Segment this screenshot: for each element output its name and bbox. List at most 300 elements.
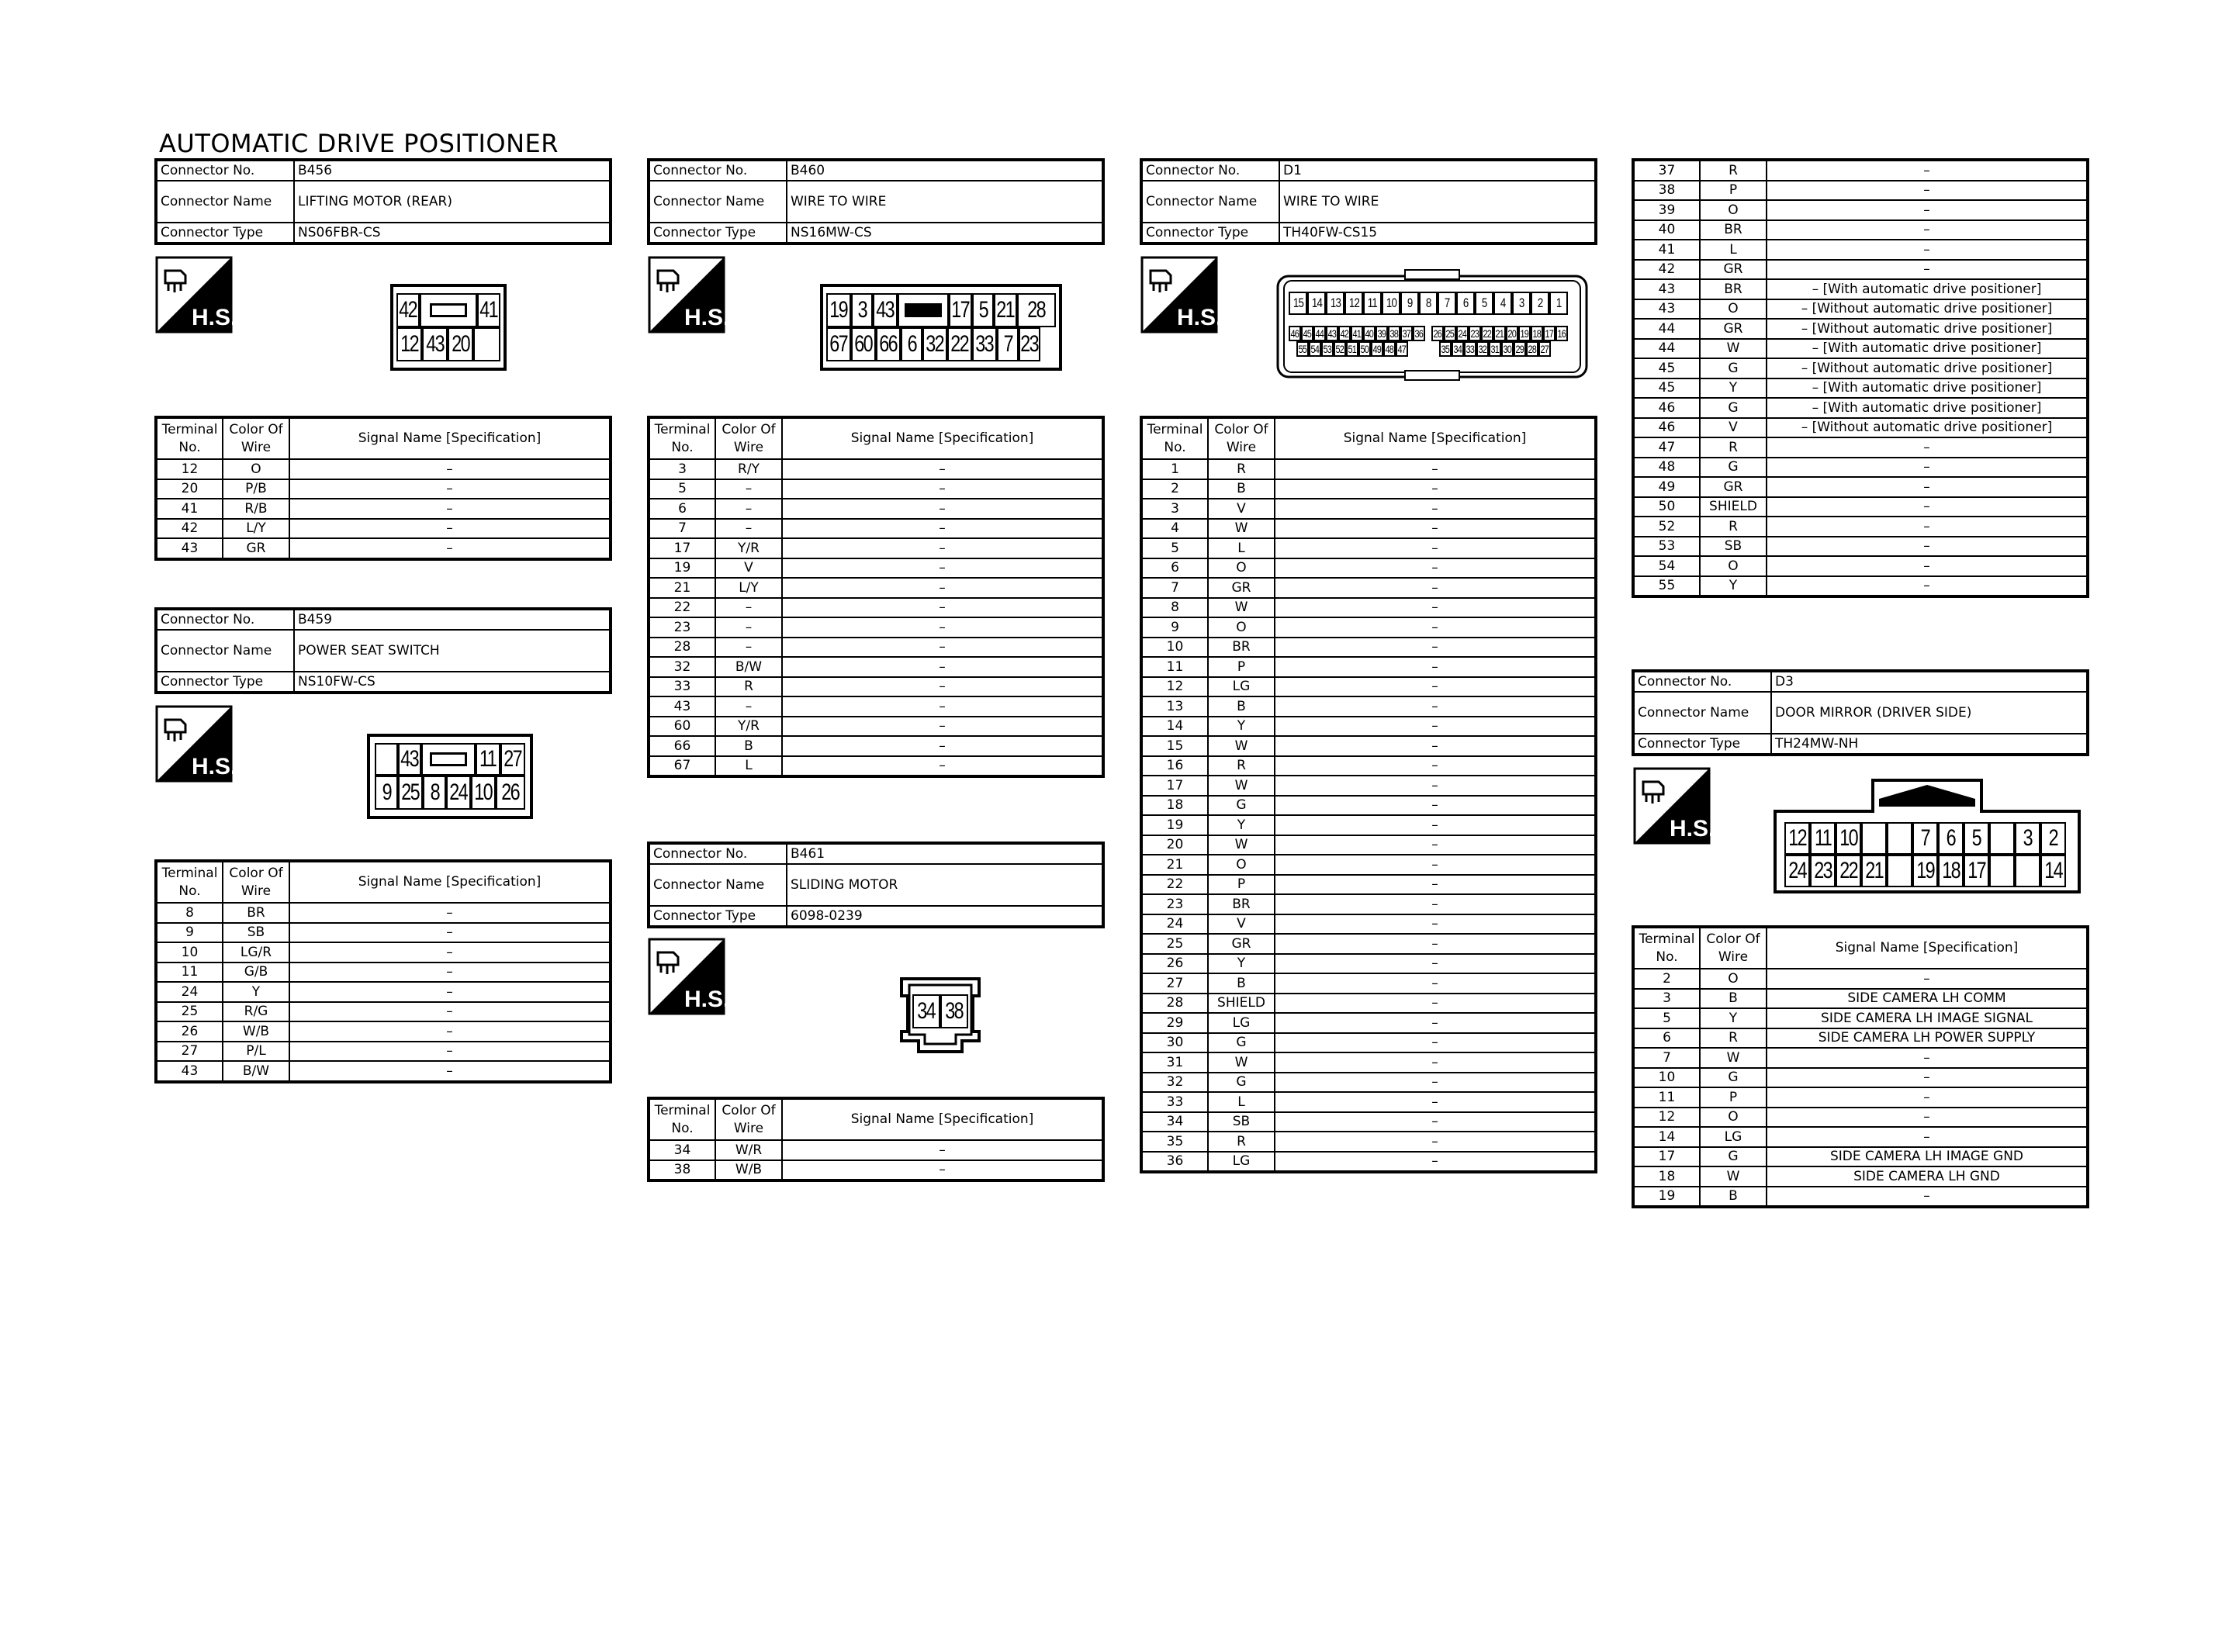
table-row (649, 558, 1103, 579)
table-row (1141, 479, 1596, 499)
signal-name-cell: – (782, 1160, 1103, 1181)
wire-color-cell: – (715, 479, 782, 499)
pin: 30 (1501, 341, 1514, 357)
connector-name-value: DOOR MIRROR (DRIVER SIDE) (1771, 692, 2088, 734)
signal-name-cell: – [Without automatic drive positioner] (1767, 358, 2088, 378)
pin: 9 (1400, 292, 1419, 315)
signal-name-cell: – (289, 459, 611, 479)
table-row (1633, 339, 2088, 359)
table-row (649, 479, 1103, 499)
signal-name-cell: – (1275, 894, 1596, 914)
pin: 27 (500, 743, 525, 776)
signal-name-cell: – (1275, 736, 1596, 756)
connector-face-b461 (894, 965, 987, 1055)
terminal-no-header: Terminal No. (156, 417, 223, 459)
connector-header-b456 (154, 158, 612, 245)
pin: 42 (396, 293, 420, 327)
terminal-no-cell: 21 (649, 578, 715, 598)
signal-name-cell: – (782, 638, 1103, 658)
wire-color-cell: Y (1700, 378, 1767, 399)
connector-name-label: Connector Name (156, 630, 294, 672)
wire-color-cell: LG (1208, 677, 1275, 697)
terminal-no-cell: 17 (1141, 776, 1208, 796)
connector-name-label: Connector Name (1141, 181, 1279, 223)
wire-color-cell: R/B (223, 499, 289, 519)
pin: 17 (949, 293, 972, 327)
wire-color-cell: P (1700, 181, 1767, 201)
pin: 48 (1383, 341, 1396, 357)
wire-color-cell: Y (1208, 815, 1275, 835)
wire-color-cell: W/B (223, 1021, 289, 1042)
terminal-no-cell: 8 (1141, 598, 1208, 618)
table-row (1633, 1187, 2088, 1208)
terminal-no-cell: 27 (156, 1042, 223, 1062)
pin: 4 (1493, 292, 1512, 315)
terminal-no-cell: 10 (1633, 1068, 1700, 1088)
pin: 10 (1382, 292, 1400, 315)
wire-color-cell: L (715, 756, 782, 777)
wire-color-cell: R/Y (715, 459, 782, 479)
terminal-no-header: Terminal No. (1633, 927, 1700, 969)
wire-color-cell: L (1208, 538, 1275, 558)
signal-name-cell: – (1275, 638, 1596, 658)
pin: 6 (1938, 822, 1964, 855)
table-row (156, 942, 611, 963)
table-row (1633, 437, 2088, 458)
terminal-no-cell: 29 (1141, 1013, 1208, 1033)
pin: 31 (1489, 341, 1501, 357)
terminal-no-cell: 26 (156, 1021, 223, 1042)
terminal-no-cell: 11 (156, 963, 223, 983)
terminal-no-cell: 47 (1633, 437, 1700, 458)
wire-color-cell: B (1700, 989, 1767, 1009)
pin: 20 (1506, 326, 1518, 341)
connector-name-value: LIFTING MOTOR (REAR) (294, 181, 611, 223)
terminal-no-cell: 43 (649, 696, 715, 717)
signal-name-cell: – [With automatic drive positioner] (1767, 339, 2088, 359)
connector-header-b460 (647, 158, 1105, 245)
pin: 42 (1338, 326, 1351, 341)
wire-color-cell: GR (1208, 934, 1275, 954)
pin (1989, 822, 2015, 855)
harness-side-icon (156, 706, 237, 782)
wire-color-cell: P/L (223, 1042, 289, 1062)
wire-color-cell: L (1700, 240, 1767, 260)
terminal-no-cell: 25 (156, 1002, 223, 1022)
terminal-no-cell: 19 (649, 558, 715, 579)
wire-color-cell: G (1208, 796, 1275, 816)
table-row (649, 617, 1103, 638)
terminal-no-cell: 52 (1633, 517, 1700, 537)
terminal-table-b460 (647, 416, 1105, 778)
signal-name-header: Signal Name [Specification] (1275, 417, 1596, 459)
connector-name-value: POWER SEAT SWITCH (294, 630, 611, 672)
table-row (156, 963, 611, 983)
signal-name-cell: – (289, 1021, 611, 1042)
signal-name-header: Signal Name [Specification] (782, 417, 1103, 459)
pin: 26 (496, 776, 525, 810)
connector-face-d3 (1775, 779, 2079, 893)
pin: 15 (1289, 292, 1307, 315)
table-row (1141, 558, 1596, 579)
wire-color-cell: – (715, 598, 782, 618)
pin: 18 (1531, 326, 1543, 341)
signal-name-cell: – (1767, 1048, 2088, 1068)
terminal-table-b461 (647, 1097, 1105, 1182)
signal-name-cell: – (289, 963, 611, 983)
wire-color-cell: V (1208, 914, 1275, 935)
connector-name-label: Connector Name (1633, 692, 1771, 734)
table-row (1633, 220, 2088, 240)
pin: 32 (922, 327, 947, 361)
wire-color-cell: O (1700, 299, 1767, 320)
terminal-no-cell: 26 (1141, 954, 1208, 974)
pin: 2 (1531, 292, 1549, 315)
wire-color-cell: – (715, 696, 782, 717)
table-row (1141, 696, 1596, 717)
harness-side-icon (156, 257, 237, 333)
table-row (156, 1002, 611, 1022)
table-row (1633, 517, 2088, 537)
terminal-no-cell: 11 (1141, 657, 1208, 677)
signal-name-cell: – (1275, 835, 1596, 855)
table-row (1141, 598, 1596, 618)
pin: 60 (851, 327, 876, 361)
pin: 23 (1810, 855, 1836, 887)
table-row (649, 459, 1103, 479)
pin: 49 (1371, 341, 1383, 357)
signal-name-cell: – (782, 617, 1103, 638)
wire-color-cell: V (715, 558, 782, 579)
signal-name-cell: – (1275, 717, 1596, 737)
table-row (1141, 1052, 1596, 1073)
pin: 26 (1431, 326, 1444, 341)
pin: 21 (1861, 855, 1887, 887)
wire-color-cell: Y (1700, 1008, 1767, 1028)
terminal-no-cell: 46 (1633, 398, 1700, 418)
pin: 19 (1518, 326, 1531, 341)
table-row (156, 459, 611, 479)
terminal-no-cell: 7 (1633, 1048, 1700, 1068)
signal-name-cell: – (782, 538, 1103, 558)
pin: 5 (1964, 822, 1989, 855)
signal-name-cell: – (1275, 558, 1596, 579)
signal-name-cell: – (1275, 875, 1596, 895)
signal-name-cell: SIDE CAMERA LH GND (1767, 1166, 2088, 1187)
table-row (156, 1021, 611, 1042)
pin: 25 (398, 776, 423, 810)
wire-color-cell: W/R (715, 1140, 782, 1160)
wire-color-cell: B (1700, 1187, 1767, 1208)
table-row (1141, 796, 1596, 816)
signal-name-cell: – (782, 657, 1103, 677)
terminal-no-cell: 60 (649, 717, 715, 737)
table-row (1141, 815, 1596, 835)
wire-color-cell: – (715, 519, 782, 539)
pin: 3 (851, 293, 873, 327)
signal-name-cell: – (1275, 696, 1596, 717)
wire-color-cell: LG (1700, 1127, 1767, 1147)
terminal-no-cell: 30 (1141, 1033, 1208, 1053)
terminal-no-cell: 18 (1633, 1166, 1700, 1187)
table-row (649, 578, 1103, 598)
table-row (1141, 677, 1596, 697)
wire-color-cell: R (1700, 517, 1767, 537)
signal-name-cell: – (1275, 1092, 1596, 1112)
terminal-no-cell: 23 (649, 617, 715, 638)
wire-color-cell: R (1700, 437, 1767, 458)
signal-name-cell: – (289, 1042, 611, 1062)
pin: 5 (1475, 292, 1493, 315)
pin: 3 (2015, 822, 2040, 855)
pin: 23 (1469, 326, 1481, 341)
signal-name-cell: – (289, 982, 611, 1002)
pin (1887, 822, 1912, 855)
connector-type-value: TH40FW-CS15 (1279, 223, 1596, 244)
table-row (649, 638, 1103, 658)
signal-name-cell: – (1767, 517, 2088, 537)
wire-color-cell: O (1700, 556, 1767, 576)
wire-color-cell: O (1208, 617, 1275, 638)
terminal-no-cell: 54 (1633, 556, 1700, 576)
pin: 11 (1810, 822, 1836, 855)
page-title: AUTOMATIC DRIVE POSITIONER (159, 129, 559, 158)
pin: 10 (1836, 822, 1861, 855)
table-row (1633, 969, 2088, 989)
terminal-no-cell: 10 (156, 942, 223, 963)
table-row (649, 677, 1103, 697)
table-row (1633, 398, 2088, 418)
pin: 28 (1017, 293, 1056, 327)
connector-header-d3 (1632, 669, 2089, 756)
pin: 38 (1388, 326, 1400, 341)
wire-color-cell: SHIELD (1208, 994, 1275, 1014)
terminal-no-cell: 50 (1633, 497, 1700, 517)
signal-name-cell: – (289, 479, 611, 499)
pin: 47 (1396, 341, 1408, 357)
pin: 18 (1938, 855, 1964, 887)
terminal-table-d1 (1140, 416, 1597, 1173)
wire-color-cell: Y/R (715, 717, 782, 737)
pin: 32 (1476, 341, 1489, 357)
pin: 43 (398, 743, 421, 776)
wire-color-cell: O (1208, 558, 1275, 579)
table-row (1141, 657, 1596, 677)
wire-color-cell: G (1700, 398, 1767, 418)
wire-color-cell: Y (223, 982, 289, 1002)
pin: 7 (997, 327, 1019, 361)
signal-name-cell: – (782, 696, 1103, 717)
signal-name-cell: – (1275, 1152, 1596, 1173)
signal-name-cell: – (1275, 796, 1596, 816)
connector-no-value: B460 (787, 160, 1103, 181)
signal-name-cell: – (782, 459, 1103, 479)
signal-name-cell: – (782, 1140, 1103, 1160)
pin: 40 (1363, 326, 1376, 341)
signal-name-cell: – (1767, 160, 2088, 181)
pin: 51 (1346, 341, 1358, 357)
table-row (1633, 1068, 2088, 1088)
terminal-no-cell: 33 (1141, 1092, 1208, 1112)
pin (375, 743, 398, 776)
table-header-row (649, 417, 1103, 459)
terminal-no-cell: 14 (1141, 717, 1208, 737)
terminal-no-cell: 45 (1633, 378, 1700, 399)
signal-name-cell: – [Without automatic drive positioner] (1767, 299, 2088, 320)
table-row (1141, 736, 1596, 756)
pin: 37 (1400, 326, 1413, 341)
pin: 8 (1419, 292, 1438, 315)
pin: 66 (876, 327, 901, 361)
wire-color-cell: GR (1208, 578, 1275, 598)
pin: 25 (1444, 326, 1456, 341)
wire-color-cell: G (1700, 458, 1767, 478)
terminal-table-d1-continued (1632, 158, 2089, 598)
terminal-no-cell: 42 (156, 519, 223, 539)
pin: 7 (1912, 822, 1938, 855)
table-row (1141, 1132, 1596, 1152)
wire-color-cell: R (1208, 1132, 1275, 1152)
pin: 23 (1019, 327, 1040, 361)
wire-color-cell: BR (1208, 638, 1275, 658)
connector-face-d1 (1276, 268, 1588, 385)
table-row (1141, 638, 1596, 658)
table-row (1633, 1147, 2088, 1167)
signal-name-cell: SIDE CAMERA LH COMM (1767, 989, 2088, 1009)
wire-color-cell: R (1208, 459, 1275, 479)
table-row (1141, 894, 1596, 914)
table-row (156, 982, 611, 1002)
wire-color-cell: G (1208, 1033, 1275, 1053)
harness-side-icon (1634, 768, 1715, 844)
terminal-no-cell: 18 (1141, 796, 1208, 816)
table-row (1633, 260, 2088, 280)
pin: 12 (1344, 292, 1363, 315)
terminal-no-cell: 45 (1633, 358, 1700, 378)
table-row (1633, 358, 2088, 378)
terminal-no-cell: 20 (1141, 835, 1208, 855)
signal-name-cell: – [Without automatic drive positioner] (1767, 418, 2088, 438)
connector-header-b461 (647, 842, 1105, 928)
wire-color-cell: R (1700, 1028, 1767, 1049)
table-row (1141, 875, 1596, 895)
wire-color-cell: O (1208, 855, 1275, 875)
connector-name-label: Connector Name (649, 181, 787, 223)
table-row (649, 1160, 1103, 1181)
signal-name-cell: – (289, 923, 611, 943)
wire-color-cell: V (1700, 418, 1767, 438)
connector-no-value: D1 (1279, 160, 1596, 181)
wire-color-cell: SB (1700, 537, 1767, 557)
table-row (1141, 855, 1596, 875)
signal-name-cell: – (1275, 499, 1596, 519)
signal-name-cell: – (1275, 994, 1596, 1014)
connector-name-value: SLIDING MOTOR (787, 864, 1103, 906)
color-of-wire-header: Color Of Wire (715, 417, 782, 459)
terminal-no-cell: 17 (1633, 1147, 1700, 1167)
signal-name-cell: – (1275, 973, 1596, 994)
table-row (649, 696, 1103, 717)
wire-color-cell: B (1208, 973, 1275, 994)
wire-color-cell: LG (1208, 1013, 1275, 1033)
pin: 46 (1289, 326, 1301, 341)
signal-name-cell: – (1275, 1112, 1596, 1132)
wire-color-cell: W (1208, 1052, 1275, 1073)
table-row (1141, 914, 1596, 935)
pin: 35 (1439, 341, 1452, 357)
pin: 24 (1784, 855, 1810, 887)
harness-side-icon (649, 938, 730, 1014)
wire-color-cell: – (715, 617, 782, 638)
wire-color-cell: W/B (715, 1160, 782, 1181)
wire-color-cell: R/G (223, 1002, 289, 1022)
table-row (1633, 537, 2088, 557)
table-row (649, 657, 1103, 677)
pin: 50 (1358, 341, 1371, 357)
terminal-no-cell: 2 (1141, 479, 1208, 499)
terminal-no-header: Terminal No. (1141, 417, 1208, 459)
table-row (1141, 1092, 1596, 1112)
table-row (1633, 989, 2088, 1009)
connector-type-label: Connector Type (1141, 223, 1279, 244)
wire-color-cell: B/W (223, 1061, 289, 1082)
table-row (1633, 458, 2088, 478)
terminal-no-cell: 3 (649, 459, 715, 479)
wire-color-cell: Y (1208, 717, 1275, 737)
signal-name-cell: – (289, 1061, 611, 1082)
table-row (649, 598, 1103, 618)
pin: 19 (1912, 855, 1938, 887)
wire-color-cell: – (715, 499, 782, 519)
signal-name-cell: SIDE CAMERA LH IMAGE SIGNAL (1767, 1008, 2088, 1028)
signal-name-cell: – (782, 736, 1103, 756)
table-row (1633, 279, 2088, 299)
hs-label: H.S. (192, 305, 237, 330)
connector-type-label: Connector Type (649, 223, 787, 244)
table-row (1141, 776, 1596, 796)
table-row (1633, 160, 2088, 181)
wire-color-cell: W (1208, 835, 1275, 855)
signal-name-header: Signal Name [Specification] (1767, 927, 2088, 969)
terminal-no-header: Terminal No. (156, 861, 223, 903)
terminal-no-cell: 9 (156, 923, 223, 943)
connector-name-label: Connector Name (649, 864, 787, 906)
pin: 9 (375, 776, 398, 810)
pin: 36 (1413, 326, 1425, 341)
terminal-no-cell: 44 (1633, 339, 1700, 359)
terminal-no-cell: 6 (1633, 1028, 1700, 1049)
terminal-table-b456 (154, 416, 612, 561)
color-of-wire-header: Color Of Wire (715, 1098, 782, 1140)
terminal-no-cell: 7 (1141, 578, 1208, 598)
pin: 33 (1464, 341, 1476, 357)
pin: 3 (1512, 292, 1531, 315)
terminal-no-cell: 17 (649, 538, 715, 558)
wire-color-cell: LG/R (223, 942, 289, 963)
terminal-no-cell: 3 (1633, 989, 1700, 1009)
terminal-no-cell: 19 (1141, 815, 1208, 835)
connector-type-label: Connector Type (649, 906, 787, 927)
connector-header-b459 (154, 607, 612, 694)
connector-type-value: NS06FBR-CS (294, 223, 611, 244)
table-row (1141, 1073, 1596, 1093)
signal-name-header: Signal Name [Specification] (289, 861, 611, 903)
terminal-no-cell: 41 (1633, 240, 1700, 260)
terminal-no-cell: 8 (156, 903, 223, 923)
wire-color-cell: SB (223, 923, 289, 943)
terminal-no-cell: 55 (1633, 576, 1700, 597)
table-row (156, 923, 611, 943)
